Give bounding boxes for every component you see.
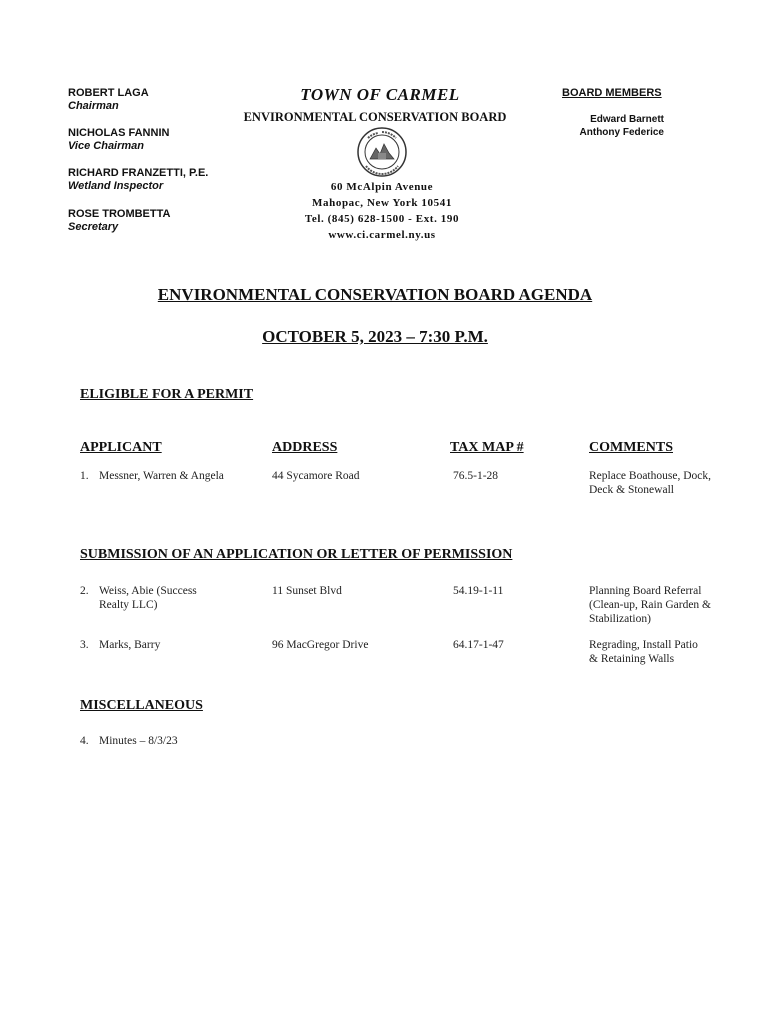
officer-wetland-inspector	[68, 167, 208, 193]
officer-secretary	[68, 208, 170, 234]
officer-name: NICHOLAS FANNIN	[68, 127, 170, 139]
column-address: ADDRESS	[272, 440, 338, 455]
officer-title: Vice Chairman	[68, 140, 145, 152]
address-website: www.ci.carmel.ny.us	[328, 229, 436, 241]
applicant-name: Messner, Warren & Angela	[99, 470, 224, 482]
item-2-applicant	[80, 584, 265, 612]
section-misc-heading: MISCELLANEOUS	[80, 698, 203, 713]
column-comments: COMMENTS	[589, 440, 673, 455]
board-member: Edward Barnett	[590, 114, 664, 125]
item-3-address: 96 MacGregor Drive	[272, 639, 369, 651]
item-3-comments	[589, 638, 749, 666]
comment-line: & Retaining Walls	[589, 653, 675, 665]
board-members-list	[540, 113, 664, 139]
board-name: ENVIRONMENTAL CONSERVATION BOARD	[243, 110, 507, 124]
comment-line: (Clean-up, Rain Garden &	[589, 599, 711, 611]
town-title: TOWN OF CARMEL	[300, 85, 460, 104]
item-3-tax-map: 64.17-1-47	[453, 639, 504, 651]
comment-line: Deck & Stonewall	[589, 484, 674, 496]
officer-chairman	[68, 87, 149, 113]
town-seal-icon	[356, 126, 408, 178]
section-submission-heading: SUBMISSION OF AN APPLICATION OR LETTER OF PERMISSION	[80, 547, 513, 562]
item-number: 3.	[80, 639, 89, 651]
officer-name: RICHARD FRANZETTI, P.E.	[68, 167, 209, 179]
officer-title: Chairman	[68, 100, 119, 112]
item-1-tax-map: 76.5-1-28	[453, 470, 499, 482]
item-3-applicant	[80, 638, 265, 652]
address-street: 60 McAlpin Avenue	[330, 181, 434, 193]
comment-line: Replace Boathouse, Dock,	[589, 470, 711, 482]
board-members-heading: BOARD MEMBERS	[562, 87, 662, 99]
item-2-address: 11 Sunset Blvd	[272, 585, 342, 597]
applicant-name: Weiss, Abie (Success	[99, 585, 197, 597]
agenda-date: OCTOBER 5, 2023 – 7:30 P.M.	[262, 327, 488, 346]
item-1-address: 44 Sycamore Road	[272, 470, 360, 482]
officer-title: Secretary	[68, 221, 119, 233]
section-eligible-heading: ELIGIBLE FOR A PERMIT	[80, 387, 254, 402]
officer-name: ROSE TROMBETTA	[68, 208, 171, 220]
item-number: 1.	[80, 470, 89, 482]
applicant-name-cont: Realty LLC)	[99, 599, 158, 611]
minutes-text: Minutes – 8/3/23	[99, 735, 178, 747]
item-number: 4.	[80, 735, 89, 747]
office-address	[250, 179, 514, 243]
item-number: 2.	[80, 585, 89, 597]
item-1-applicant	[80, 469, 265, 483]
address-phone: Tel. (845) 628-1500 - Ext. 190	[304, 213, 460, 225]
column-applicant: APPLICANT	[80, 440, 162, 455]
item-2-comments	[589, 584, 749, 626]
item-2-tax-map: 54.19-1-11	[453, 585, 504, 597]
officer-title: Wetland Inspector	[68, 180, 164, 192]
agenda-title: ENVIRONMENTAL CONSERVATION BOARD AGENDA	[157, 285, 593, 304]
officer-vice-chairman	[68, 127, 169, 153]
comment-line: Stabilization)	[589, 613, 651, 625]
comment-line: Planning Board Referral	[589, 585, 702, 597]
address-city: Mahopac, New York 10541	[312, 197, 452, 209]
column-tax-map: TAX MAP #	[450, 440, 524, 455]
board-member: Anthony Federice	[579, 127, 664, 138]
comment-line: Regrading, Install Patio	[589, 639, 698, 651]
item-4-minutes	[80, 734, 178, 748]
applicant-name: Marks, Barry	[99, 639, 161, 651]
officer-name: ROBERT LAGA	[68, 87, 149, 99]
item-1-comments	[589, 469, 749, 497]
